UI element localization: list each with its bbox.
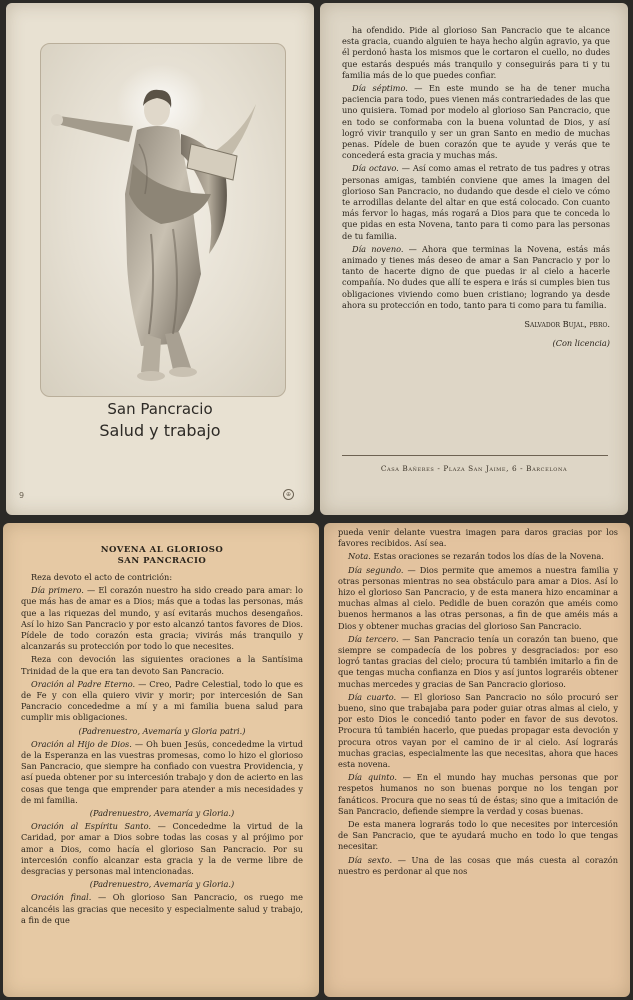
paragraph-text: — El glorioso San Pancracio no sólo procuró ser bueno, sino que trabajaba para poder guiar otras almas al cielo, y por esto Dios le concedió tanto poder en favor de sus devotos. Procura tú también hacerlo, que puedas propagar esta devoción y procura otros vayan por el camino de ir al cielo. Así lograrás muchas gracias, especialmente las que necesitas, ahora que haces esta novena. xyxy=(338,691,618,770)
imprint-divider xyxy=(342,455,608,456)
day-heading: Día sexto. xyxy=(348,854,393,865)
paragraph-text: — Dios permite que amemos a nuestra familia y otras personas mientras no sea obstáculo para amar a Dios. Así lo hizo el glorioso San Pancracio, y de esta manera hizo encaminar a muchas almas al cielo. Pedidle de buen corazón que améis como buenos hermanos a las otras personas, a fin de que améis más a Dios y obtener muchas gracias del glorioso San Pancracio. xyxy=(338,564,618,631)
paragraph xyxy=(21,808,303,819)
day-heading: Día octavo. xyxy=(352,163,399,174)
corner-number: 9 xyxy=(19,491,25,500)
novena-title-line2: SAN PANCRACIO xyxy=(117,556,207,566)
paragraph-text: (Padrenuestro, Avemaría y Gloria.) xyxy=(89,879,235,890)
paragraph xyxy=(338,819,618,853)
paragraph-text: — Una de las cosas que más cuesta al corazón nuestro es perdonar al que nos xyxy=(338,854,618,876)
day-heading: Nota. xyxy=(348,551,371,562)
paragraph-text: — Oh buen Jesús, concededme la virtud de la Esperanza en las vuestras promesas, como lo hizo el glorioso San Pancracio, que siempre ha confiado con vuestra Providencia, y así pueda obtener por su intercesión trabajo y don de acierto en las cosas que tenga que emprender para atender a mis necesidades y de mi familia. xyxy=(21,738,303,805)
paragraph xyxy=(21,892,303,926)
paragraph xyxy=(21,726,303,737)
day-heading: Oración final. xyxy=(31,892,92,903)
paragraph-text: — En el mundo hay muchas personas que por respetos humanos no son buenas porque no los tengan por fanáticos. Procura que no seas tú de éstas; sino que a imitación de San Pancracio, defiende siempre la verdad y cosas buenas. xyxy=(338,772,618,816)
paragraph-text: — Concededme la virtud de la Caridad, por amar a Dios sobre todas las cosas y al prójimo por amor a Dios, como hacía el glorioso San Pancracio. Por su intercesión confío alcanzar esta gracia y la de verme libre de desgracias y personas mal intencionadas. xyxy=(21,821,303,877)
paragraph xyxy=(21,654,303,676)
paragraph xyxy=(342,163,610,241)
back-text-block xyxy=(342,25,610,349)
day-heading: Día séptimo. xyxy=(352,83,408,94)
paragraph xyxy=(338,772,618,817)
paragraph-text: ha ofendido. Pide al glorioso San Pancracio que te alcance esta gracia, cuando alguien te haya hecho algún agravio, ya que él perdonó hasta los mismos que le cortaron el cuello, no dudes que estarás después más tranquilo y conseguirás para ti y tu familia más de lo que puedes confiar. xyxy=(342,25,610,80)
day-heading: Día cuarto. xyxy=(348,691,397,702)
paragraph xyxy=(338,855,618,877)
paragraph-text: — San Pancracio tenía un corazón tan bueno, que siempre se compadecía de los pobres y desgraciados: por eso logró tantas gracias del cielo; procura tú también imitarlo a fin de que tengas mucha confianza en Dios y así juntos lograréis obtener muchas mercedes y gracias de San Pancracio glorioso. xyxy=(338,633,618,689)
paragraph xyxy=(338,527,618,549)
printer-imprint: Casa Bañeres - Plaza San Jaime, 6 - Barcelona xyxy=(380,464,568,473)
novena-title-line1: NOVENA AL GLORIOSO xyxy=(100,545,224,555)
paragraph-text: De esta manera lograrás todo lo que necesites por intercesión de San Pancracio, que te ayudará mucho en todo lo que tengas necesitar. xyxy=(338,819,618,852)
back-card xyxy=(320,3,628,515)
license-note: (Con licencia) xyxy=(552,338,610,349)
day-heading: Día quinto. xyxy=(348,772,397,783)
paragraph-text: — En este mundo se ha de tener mucha paciencia para todo, pues vienen más contrariedades de las que uno quisiera. Tomad por modelo al glorioso San Pancracio, que en todo se conformaba con la buena voluntad de Dios, y así logró vivir tranquilo y ser un gran Santo en medio de muchas penas. Pídele de buen corazón que te ayude y verás que te concederá esta gracia y muchas más. xyxy=(342,83,610,161)
paragraph xyxy=(338,692,618,770)
paragraph-text: (Padrenuestro, Avemaría y Gloria.) xyxy=(89,808,235,819)
intro-line: Reza devoto el acto de contrición: xyxy=(31,572,173,582)
day-heading: Oración al Padre Eterno. xyxy=(31,678,136,689)
day-heading: Día noveno. xyxy=(352,243,404,254)
paragraph xyxy=(21,879,303,890)
paragraph-text: Estas oraciones se rezarán todos los días de la Novena. xyxy=(370,551,604,562)
day-heading: Día primero. xyxy=(31,585,84,596)
author-signature: Salvador Bujal, pbro. xyxy=(524,319,610,330)
paragraph xyxy=(338,551,618,562)
front-card xyxy=(6,3,314,515)
day-heading: Oración al Espíritu Santo. xyxy=(31,821,151,832)
paragraph-text: pueda venir delante vuestra imagen para daros gracias por los favores recibidos. Así sea. xyxy=(338,527,618,549)
paragraph-text: — El corazón nuestro ha sido creado para amar: lo que más has de amar es a Dios; más que a todas las personas, más que a las riquezas del mundo, y así evitarás muchos desengaños. Así lo hizo San Pancracio y por esto alcanzó tantos favores de Dios. Pídele de todo corazón esta gracia; vivirás más tranquilo y alcanzarás su protección por todo lo que necesites. xyxy=(21,585,303,652)
paragraph-text: — Así como amas el retrato de tus padres y otras personas amigas, también conviene que ames la imagen del glorioso San Pancracio, no dudando que desde el cielo ve cómo te arrodillas delante del altar en que está colocado. Con cuanto más fervor lo hagas, más rogará a Dios para que te conceda lo que pidas en esta Novena, tanto para ti como para las personas de tu familia. xyxy=(342,163,610,241)
saint-figure-illustration xyxy=(41,44,285,396)
day-heading: Día segundo. xyxy=(348,564,404,575)
paragraph xyxy=(338,565,618,632)
front-title: San Pancracio xyxy=(107,400,213,418)
day-heading: Día tercero. xyxy=(348,633,399,644)
paragraph-text: — Ahora que terminas la Novena, estás más animado y tienes más deseo de amar a San Pancracio y por lo tanto de hacerte digno de que puedas ir al cielo a hacerle compañía. No dudes que allí te espera e irás si cumples bien tus obligaciones viviendo como buen cristiano; logrando ya desde ahora su protección en todo, tanto para ti como para tu familia. xyxy=(342,243,610,310)
inner-left-page xyxy=(3,523,319,997)
paragraph xyxy=(342,83,610,161)
paragraph xyxy=(21,739,303,806)
paragraph xyxy=(21,585,303,652)
paragraph xyxy=(338,634,618,690)
paragraph-text: — Creo, Padre Celestial, todo lo que es de Fe y con ella quiero vivir y morir; por intercesión de San Pancracio concededme a mí y a mi familia buena salud para cumplir mis obligaciones. xyxy=(21,678,304,723)
day-heading: Oración al Hijo de Dios. xyxy=(31,738,132,749)
paragraph xyxy=(21,679,303,724)
paragraph-text: Reza con devoción las siguientes oraciones a la Santísima Trinidad de la que era tan devoto San Pancracio. xyxy=(21,654,303,676)
paragraph-text: — Oh glorioso San Pancracio, os ruego me alcancéis las gracias que necesito y especialmente salud y trabajo, a fin de que xyxy=(21,892,303,925)
front-subtitle: Salud y trabajo xyxy=(99,421,221,440)
paragraph xyxy=(21,821,303,877)
saint-image xyxy=(40,43,286,397)
inner-left-text-block xyxy=(21,545,303,926)
printer-mark-icon: ⊕ xyxy=(283,489,294,500)
inner-right-page xyxy=(324,523,630,997)
inner-right-text-block xyxy=(338,527,618,877)
paragraph xyxy=(342,244,610,311)
paragraph xyxy=(342,25,610,81)
paragraph-text: (Padrenuestro, Avemaría y Gloria patri.) xyxy=(78,725,246,736)
